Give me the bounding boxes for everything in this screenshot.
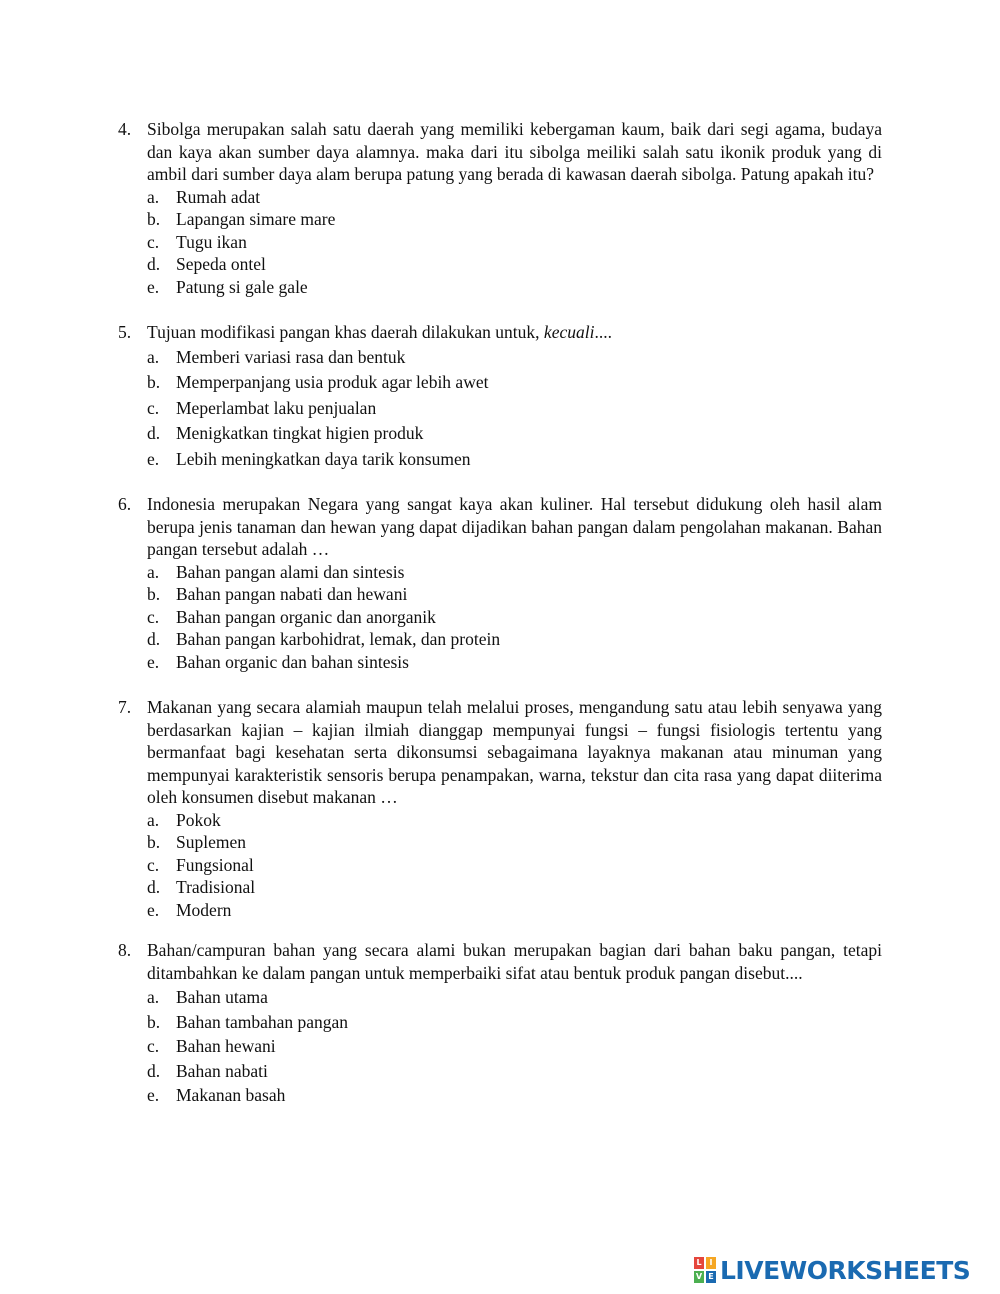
option-c[interactable] (118, 231, 882, 254)
question-4 (118, 118, 882, 298)
option-letter: c. (147, 606, 160, 627)
option-e[interactable] (118, 1083, 882, 1108)
option-letter: d. (147, 877, 161, 897)
option-e[interactable] (118, 899, 882, 922)
logo-text: LIVEWORKSHEETS (720, 1255, 971, 1285)
option-c[interactable] (118, 854, 882, 877)
option-d[interactable] (118, 253, 882, 276)
question-number: 5. (118, 322, 132, 342)
option-e[interactable] (118, 651, 882, 674)
option-letter: c. (147, 231, 160, 252)
option-letter: a. (147, 186, 160, 207)
stem-italic: kecuali (543, 322, 595, 342)
option-b[interactable] (118, 370, 882, 396)
option-d[interactable] (118, 876, 882, 899)
options-list (118, 345, 882, 473)
option-b[interactable] (118, 831, 882, 854)
question-stem (147, 321, 882, 344)
question-number: 6. (118, 494, 132, 514)
options-list (118, 186, 882, 299)
option-text: Lapangan simare mare (176, 209, 336, 229)
option-e[interactable] (118, 276, 882, 299)
option-text: Meperlambat laku penjualan (176, 397, 377, 418)
question-stem: Indonesia merupakan Negara yang sangat kaya akan kuliner. Hal tersebut didukung oleh hasil alam berupa jenis tanaman dan hewan yang dapat dijadikan bahan pangan dalam pengolahan makanan. Bahan pangan tersebut adalah … (147, 494, 882, 559)
option-letter: a. (147, 809, 160, 830)
option-a[interactable] (118, 561, 882, 584)
question-8 (118, 939, 882, 1108)
option-text: Makanan basah (176, 1085, 286, 1105)
option-a[interactable] (118, 345, 882, 371)
option-text: Bahan pangan organic dan anorganik (176, 606, 436, 627)
option-a[interactable] (118, 809, 882, 832)
option-letter: d. (147, 423, 161, 444)
stem-text: Tujuan modifikasi pangan khas daerah dilakukan untuk, (147, 322, 544, 342)
option-letter: b. (147, 1011, 161, 1032)
option-letter: e. (147, 651, 160, 672)
option-text: Bahan organic dan bahan sintesis (176, 651, 409, 672)
option-letter: d. (147, 254, 161, 274)
option-letter: b. (147, 372, 161, 393)
question-6 (118, 493, 882, 673)
option-letter: e. (147, 899, 160, 920)
option-letter: c. (147, 1036, 160, 1056)
option-text: Fungsional (176, 854, 254, 875)
option-text: Lebih meningkatkan daya tarik konsumen (176, 448, 471, 469)
option-letter: d. (147, 629, 161, 649)
options-list (118, 809, 882, 922)
option-b[interactable] (118, 583, 882, 606)
option-d[interactable] (118, 421, 882, 447)
question-stem: Bahan/campuran bahan yang secara alami bukan merupakan bagian dari bahan baku pangan, tetapi ditambahkan ke dalam pangan untuk memperbaiki sifat atau bentuk produk pangan disebut.... (147, 940, 882, 983)
logo-tiles-icon (694, 1257, 716, 1283)
logo-tile-1: L (694, 1257, 704, 1269)
option-c[interactable] (118, 1034, 882, 1059)
stem-ellipsis: .... (594, 322, 612, 342)
logo-tile-3: V (695, 1272, 703, 1281)
option-letter: b. (147, 584, 161, 604)
option-text: Memberi variasi rasa dan bentuk (176, 346, 406, 367)
option-text: Modern (176, 899, 232, 920)
option-c[interactable] (118, 606, 882, 629)
option-text: Tradisional (176, 877, 256, 897)
option-text: Tugu ikan (176, 231, 247, 252)
option-letter: b. (147, 832, 161, 852)
question-number: 7. (118, 697, 132, 717)
option-c[interactable] (118, 396, 882, 422)
question-5 (118, 321, 882, 472)
liveworksheets-logo (694, 1257, 970, 1283)
option-text: Bahan pangan alami dan sintesis (176, 561, 405, 582)
option-letter: b. (147, 209, 161, 229)
option-text: Bahan hewani (176, 1036, 276, 1056)
question-stem: Makanan yang secara alamiah maupun telah melalui proses, mengandung satu atau lebih senyawa yang berdasarkan kajian – kajian ilmiah dianggap mempunyai fungsi – fungsi fisiologis tertentu yang bermanfaat bagi kesehatan serta dikonsumsi sebagaimana layaknya makanan atau minuman yang mempunyai karakteristik sensoris berupa penampakan, warna, tekstur dan cita rasa yang dapat diiterima oleh konsumen disebut makanan … (147, 697, 882, 807)
logo-tile-2: I (706, 1257, 716, 1269)
option-a[interactable] (118, 985, 882, 1010)
option-letter: a. (147, 561, 160, 582)
option-text: Suplemen (176, 832, 246, 852)
question-7 (118, 696, 882, 921)
option-text: Bahan nabati (176, 1060, 268, 1081)
option-e[interactable] (118, 447, 882, 473)
question-stem: Sibolga merupakan salah satu daerah yang memiliki kebergaman kaum, baik dari segi agama, budaya dan kaya akan sumber daya alamnya. maka dari itu sibolga meiliki salah satu ikonik produk yang di ambil dari sumber daya alam berupa patung yang berada di kawasan daerah sibolga. Patung apakah itu? (147, 119, 882, 184)
option-text: Pokok (176, 809, 221, 830)
logo-tile-4: E (706, 1271, 716, 1283)
option-b[interactable] (118, 208, 882, 231)
option-text: Bahan tambahan pangan (176, 1011, 349, 1032)
option-text: Bahan pangan nabati dan hewani (176, 584, 408, 604)
question-number: 8. (118, 940, 132, 960)
option-text: Menigkatkan tingkat higien produk (176, 423, 424, 444)
option-letter: a. (147, 346, 160, 367)
option-a[interactable] (118, 186, 882, 209)
option-text: Bahan utama (176, 987, 268, 1007)
option-text: Bahan pangan karbohidrat, lemak, dan protein (176, 629, 501, 649)
options-list (118, 561, 882, 674)
option-text: Sepeda ontel (176, 254, 266, 274)
option-d[interactable] (118, 1059, 882, 1084)
option-letter: a. (147, 987, 160, 1007)
option-b[interactable] (118, 1010, 882, 1035)
option-text: Patung si gale gale (176, 276, 308, 297)
option-letter: c. (147, 397, 160, 418)
option-letter: e. (147, 448, 160, 469)
option-letter: d. (147, 1060, 161, 1081)
question-number: 4. (118, 119, 132, 139)
option-letter: e. (147, 1085, 160, 1105)
option-text: Memperpanjang usia produk agar lebih awet (176, 372, 489, 393)
option-text: Rumah adat (176, 186, 261, 207)
option-letter: c. (147, 854, 160, 875)
option-d[interactable] (118, 628, 882, 651)
option-letter: e. (147, 276, 160, 297)
options-list (118, 985, 882, 1108)
